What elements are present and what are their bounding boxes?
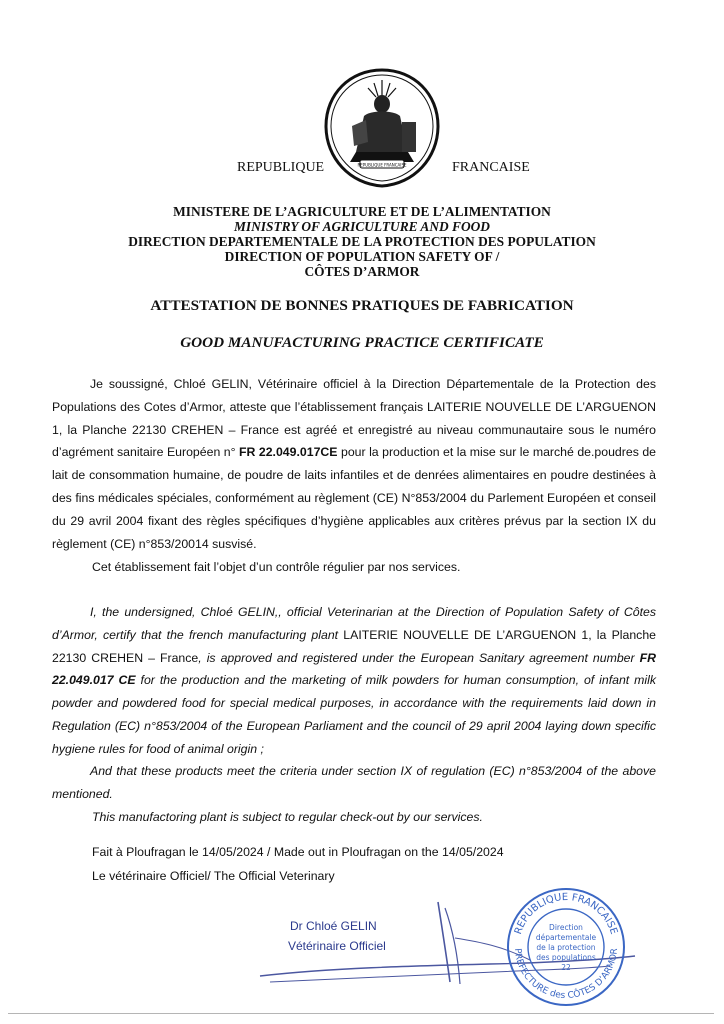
stamp-center-line-3: de la protection [536, 943, 596, 952]
direction-heading-fr: DIRECTION DEPARTEMENTALE DE LA PROTECTION DES POPULATION [128, 234, 596, 249]
page-bottom-rule [8, 1013, 714, 1014]
attestation-fr-part-a: Je soussigné, Chloé GELIN, Vétérinaire officiel à la Direction Départementale de la Protection des Populations des Cotes d’Armor, atteste que l’établissement français LAITERIE NOUVELLE DE L’ARGUENON 1, la Planche 22130 CREHEN – France est agréé et enregistré au niveau communautaire sous le numéro d’agrément sanitaire Européen n° [52, 377, 656, 460]
stamp-ring-bottom: PREFECTURE des CÔTES D’ARMOR [511, 947, 621, 1002]
ministry-heading-en: MINISTRY OF AGRICULTURE AND FOOD [234, 219, 490, 234]
attestation-fr-part-b: pour la production et la mise sur le marché de.poudres de lait de consommation humaine, de poudre de laits infantiles et de denrées alimentaires en poudre destinées à des fins médicales spéciales, conformément au règlement (CE) N°853/2004 du Parlement Européen et conseil du 29 avril 2004 fixant des règles spécifiques d’hygiène applicables aux critères prévus par la section IX du règlement (CE) n°853/20014 susvisé. [52, 445, 656, 551]
control-statement-fr: Cet établissement fait l’objet d’un contrôle régulier par nos services. [92, 560, 461, 574]
attestation-en-part-c: for the production and the marketing of milk powders for human consumption, of infant milk powder and powdered food for special medical purposes, in accordance with the requirements laid down in Regulation (EC) n°853/2004 of the European Parliament and the council of 29 april 2004 laying down specific hygiene rules for food of animal origin ; [52, 673, 657, 756]
stamp-center-line-2: départementale [535, 933, 597, 942]
official-stamp [505, 886, 627, 1008]
stamp-ring-top: REPUBLIQUE FRANCAISE [512, 891, 620, 936]
criteria-statement-text: And that these products meet the criteria under section IX of regulation (EC) n°853/2004 of the above mentioned. [52, 764, 656, 801]
republic-seal [322, 66, 442, 190]
stamp-center-line-5: 22 [561, 963, 571, 972]
criteria-statement-en [52, 760, 656, 806]
attestation-paragraph-fr [52, 373, 656, 555]
attestation-paragraph-en [52, 601, 656, 761]
stamp-center-line-1: Direction [549, 923, 583, 932]
place-date-line: Fait à Ploufragan le 14/05/2024 / Made out in Ploufragan on the 14/05/2024 [92, 845, 504, 859]
attestation-en-part-a: I, the undersigned, Chloé GELIN,, official Veterinarian at the Direction of Population Safety of Côtes d’Armor, certify that the french manufacturing plant [52, 605, 656, 642]
department-heading: CÔTES D’ARMOR [304, 264, 420, 279]
attestation-en-part-b: , is approved and registered under the European Sanitary agreement number [198, 650, 635, 665]
ministry-heading-fr: MINISTERE DE L’AGRICULTURE ET DE L’ALIMENTATION [173, 204, 551, 219]
direction-heading-en: DIRECTION OF POPULATION SAFETY OF / [224, 249, 500, 264]
control-statement-en: This manufactoring plant is subject to regular check-out by our services. [92, 810, 483, 824]
official-veterinary-line: Le vétérinaire Officiel/ The Official Veterinary [92, 869, 335, 883]
agreement-number-en: FR 22.049.017 CE [52, 650, 657, 688]
certificate-title-fr: ATTESTATION DE BONNES PRATIQUES DE FABRICATION [150, 297, 574, 314]
signature-name: Dr Chloé GELIN [290, 919, 377, 933]
seal-inscription: REPUBLIQUE FRANCAISE [357, 162, 407, 168]
stamp-center-line-4: des populations [536, 953, 596, 962]
company-name-en: LAITERIE NOUVELLE DE L’ARGUENON 1, la Planche 22130 CREHEN – France [52, 627, 657, 665]
certificate-title-en: GOOD MANUFACTURING PRACTICE CERTIFICATE [180, 334, 544, 351]
republique-left-label: REPUBLIQUE [237, 160, 325, 175]
republique-right-label: FRANCAISE [452, 160, 530, 175]
signature-title: Vétérinaire Officiel [288, 939, 386, 953]
agreement-number-fr: FR 22.049.017CE [239, 445, 338, 460]
